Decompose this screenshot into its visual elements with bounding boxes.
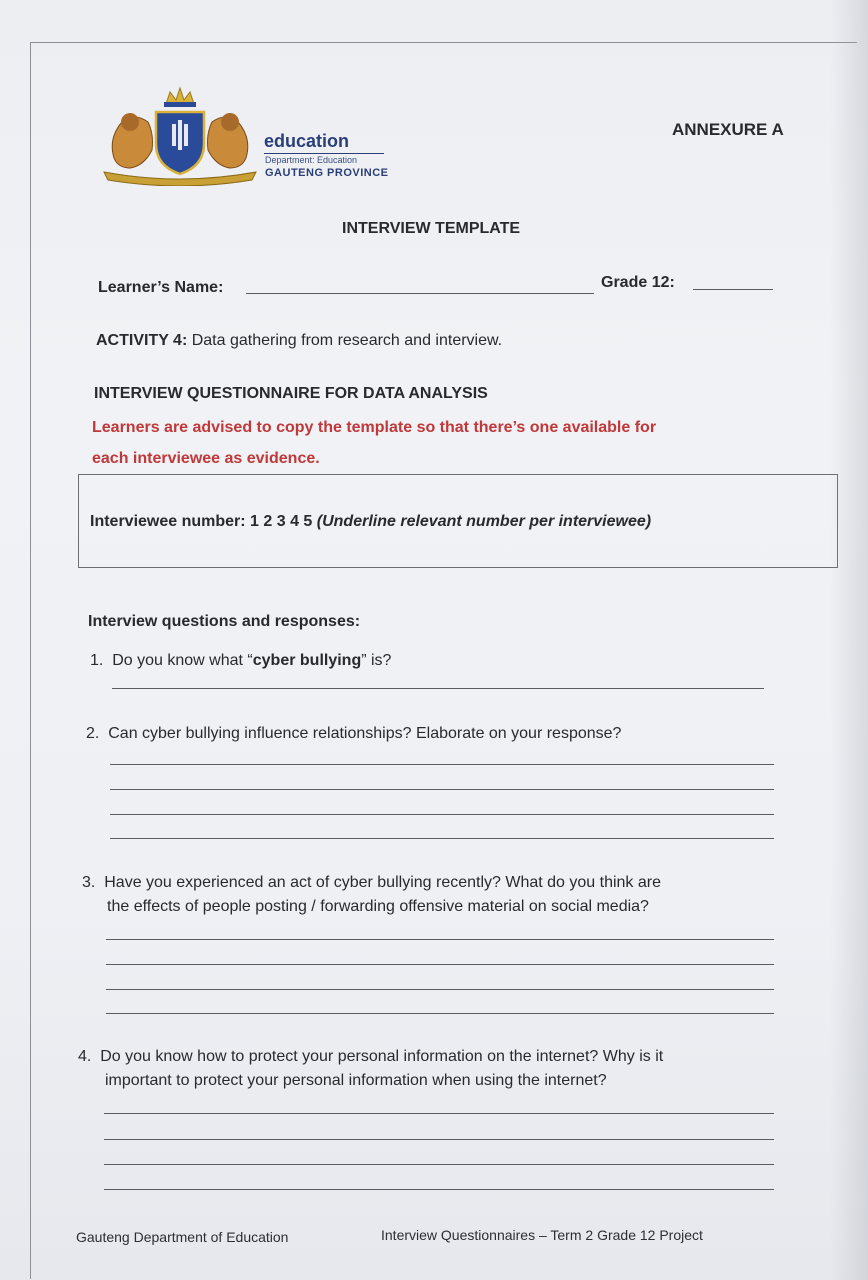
question-3-number: 3. (82, 874, 96, 891)
activity-text: Data gathering from research and interview. (187, 332, 503, 349)
answer-line-q3-1[interactable] (106, 939, 774, 940)
footer-right: Interview Questionnaires – Term 2 Grade 12 Project (381, 1227, 703, 1243)
activity-label: ACTIVITY 4: (96, 332, 188, 349)
question-3-line-1 (82, 874, 661, 892)
question-3-text-1: Have you experienced an act of cyber bullying recently? What do you think are (104, 874, 661, 891)
answer-line-q2-4[interactable] (110, 838, 774, 839)
interviewee-number-label: Interviewee number: 1 2 3 4 5 (90, 513, 313, 530)
question-1-bold-term: cyber bullying (252, 652, 362, 669)
logo-province-text: GAUTENG PROVINCE (265, 167, 389, 179)
question-4-line-1 (78, 1048, 663, 1066)
advice-line-2: each interviewee as evidence. (92, 450, 320, 467)
answer-line-q3-3[interactable] (106, 989, 774, 990)
logo-department-text: Department: Education (265, 155, 358, 165)
logo-education-text: education (264, 131, 350, 151)
page-edge-shadow (830, 0, 868, 1280)
question-1-number: 1. (90, 652, 104, 669)
learner-name-field[interactable] (246, 293, 594, 294)
answer-line-q4-2[interactable] (104, 1139, 774, 1140)
question-3-line-2: the effects of people posting / forwarding offensive material on social media? (107, 898, 649, 915)
gauteng-coat-of-arms-logo (100, 82, 260, 186)
answer-line-q4-4[interactable] (104, 1189, 774, 1190)
question-2 (86, 725, 621, 743)
question-4-number: 4. (78, 1048, 92, 1065)
logo-underline (264, 153, 384, 154)
question-4-text-1: Do you know how to protect your personal information on the internet? Why is it (100, 1048, 664, 1065)
answer-line-q3-2[interactable] (106, 964, 774, 965)
question-2-number: 2. (86, 725, 100, 742)
answer-line-q2-2[interactable] (110, 789, 774, 790)
answer-line-q2-1[interactable] (110, 764, 774, 765)
answer-line-q1[interactable] (112, 688, 764, 689)
question-1-text-start: Do you know what “ (112, 652, 253, 669)
footer-left: Gauteng Department of Education (76, 1229, 289, 1245)
grade-label: Grade 12: (601, 274, 675, 291)
learner-name-label: Learner’s Name: (98, 279, 224, 296)
questions-heading: Interview questions and responses: (88, 613, 361, 630)
page-title: INTERVIEW TEMPLATE (342, 220, 521, 237)
answer-line-q4-1[interactable] (104, 1113, 774, 1114)
interviewee-note: (Underline relevant number per interviewee) (312, 513, 652, 530)
question-1 (90, 652, 391, 670)
answer-line-q3-4[interactable] (106, 1013, 774, 1014)
answer-line-q2-3[interactable] (110, 814, 774, 815)
annexure-label: ANNEXURE A (672, 120, 784, 139)
questionnaire-heading: INTERVIEW QUESTIONNAIRE FOR DATA ANALYSIS (94, 385, 488, 402)
question-2-text: Can cyber bullying influence relationships? Elaborate on your response? (108, 725, 622, 742)
interviewee-line (90, 513, 651, 531)
question-4-line-2: important to protect your personal information when using the internet? (105, 1072, 607, 1089)
answer-line-q4-3[interactable] (104, 1164, 774, 1165)
question-1-text-end: ” is? (361, 652, 392, 669)
grade-field[interactable] (693, 289, 773, 290)
advice-line-1: Learners are advised to copy the template so that there’s one available for (92, 419, 657, 436)
activity-line (96, 332, 502, 350)
